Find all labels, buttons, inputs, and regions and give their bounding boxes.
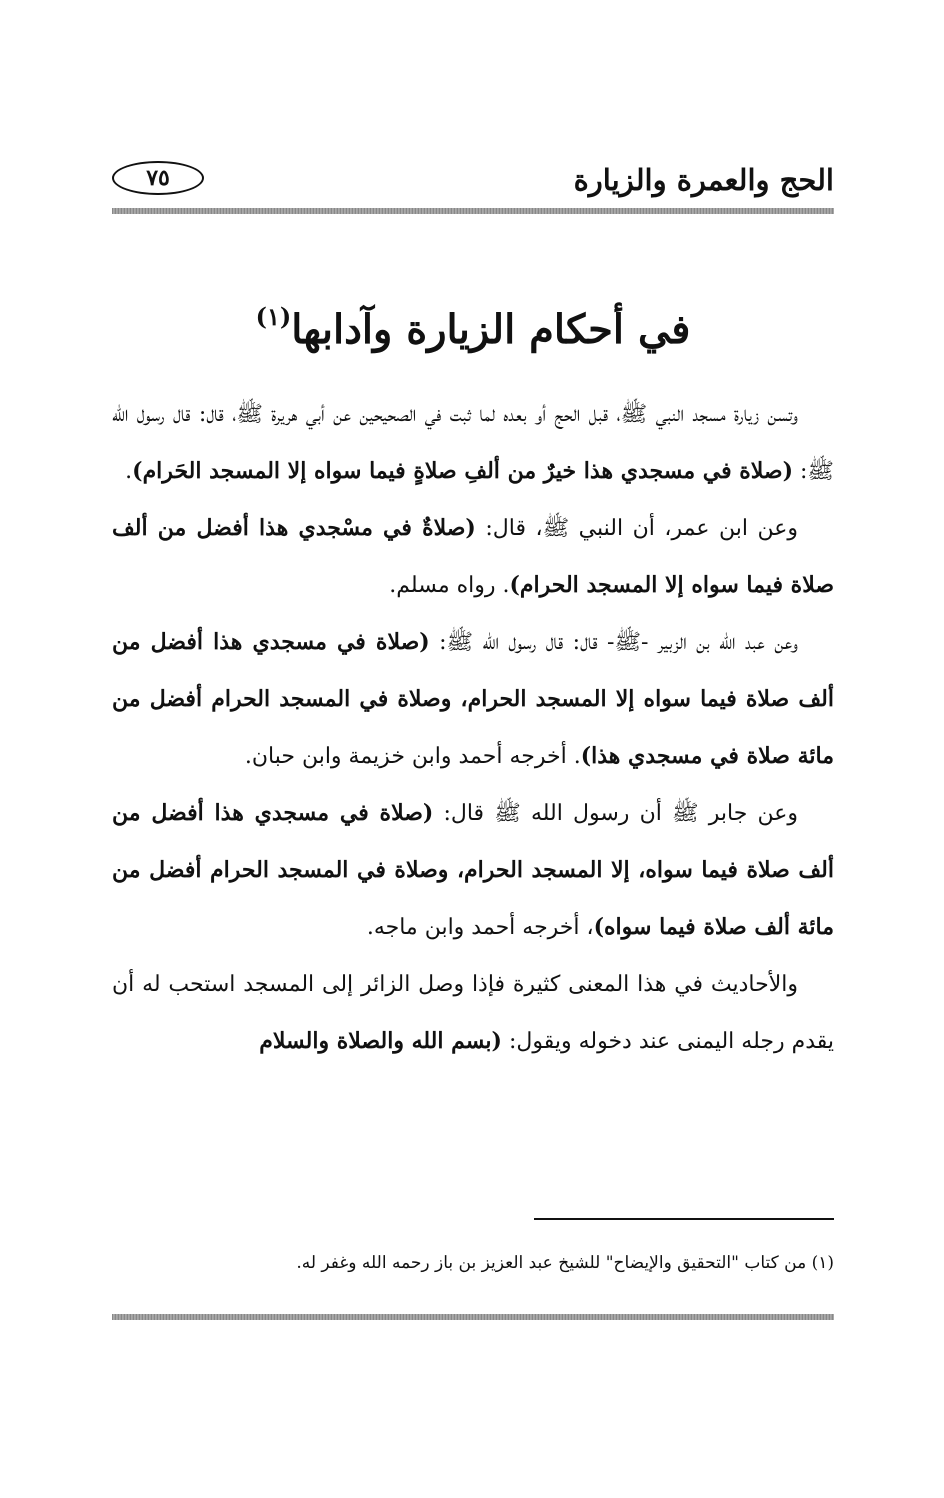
hadith-quote: (صلاة في مسجدي هذا أفضل من ألف صلاة فيما سواه إلا المسجد الحرام، وصلاة في المسجد الحرام أفضل من مائة صلاة في مسجدي هذا) [112, 629, 834, 769]
body-text [112, 386, 834, 1070]
page-header [112, 160, 834, 200]
footnote-rule [534, 1218, 834, 1220]
paragraph [112, 386, 834, 500]
section-heading-text: في أحكام الزيارة وآدابها [291, 306, 691, 353]
running-title: الحج والعمرة والزيارة [573, 163, 834, 197]
header-rule [112, 208, 834, 214]
paragraph [112, 956, 834, 1070]
footnote-marker: (١) [255, 302, 292, 331]
section-heading [112, 282, 834, 365]
hadith-quote: (صلاة في مسجدي هذا خيرٌ من ألفِ صلاةٍ فيما سواه إلا المسجد الحَرام) [132, 458, 794, 484]
paragraph-text: وتسن زيارة مسجد النبي ﷺ، قبل الحج أو بعده لما ثبت في الصحيحين عن أبي هريرة ﷺ، قال: قال رسول الله ﷺ: [112, 402, 834, 484]
paragraph-text: وعن ابن عمر، أن النبي ﷺ، قال: [475, 516, 798, 541]
paragraph [112, 500, 834, 614]
paragraph-text: ، أخرجه أحمد وابن ماجه. [366, 915, 594, 940]
paragraph-text: . أخرجه أحمد وابن خزيمة وابن حبان. [244, 744, 581, 769]
paragraph-text: والأحاديث في هذا المعنى كثيرة فإذا وصل الزائر إلى المسجد استحب له أن يقدم رجله اليمنى عند دخوله ويقول: [112, 972, 834, 1054]
paragraph-text: . [125, 459, 133, 484]
hadith-quote: (صلاةٌ في مسْجدي هذا أفضل من ألف صلاة فيما سواه إلا المسجد الحرام) [112, 515, 834, 598]
paragraph [112, 614, 834, 785]
paragraph-text: وعن عبد الله بن الزبير -ﷺ- قال: قال رسول الله ﷺ: [429, 630, 799, 655]
hadith-quote: (صلاة في مسجدي هذا أفضل من ألف صلاة فيما سواه، إلا المسجد الحرام، وصلاة في المسجد الحرام أفضل من مائة ألف صلاة فيما سواه) [112, 800, 834, 940]
hadith-quote: (بسم الله والصلاة والسلام [259, 1028, 502, 1054]
footer-rule [112, 1314, 834, 1320]
paragraph-text: . رواه مسلم. [389, 573, 510, 598]
paragraph [112, 785, 834, 956]
page-number: ٧٥ [112, 161, 204, 195]
footnote: (١) من كتاب "التحقيق والإيضاح" للشيخ عبد العزيز بن باز رحمه الله وغفر له. [296, 1253, 834, 1273]
paragraph-text: وعن جابر ﷺ أن رسول الله ﷺ قال: [433, 801, 798, 826]
